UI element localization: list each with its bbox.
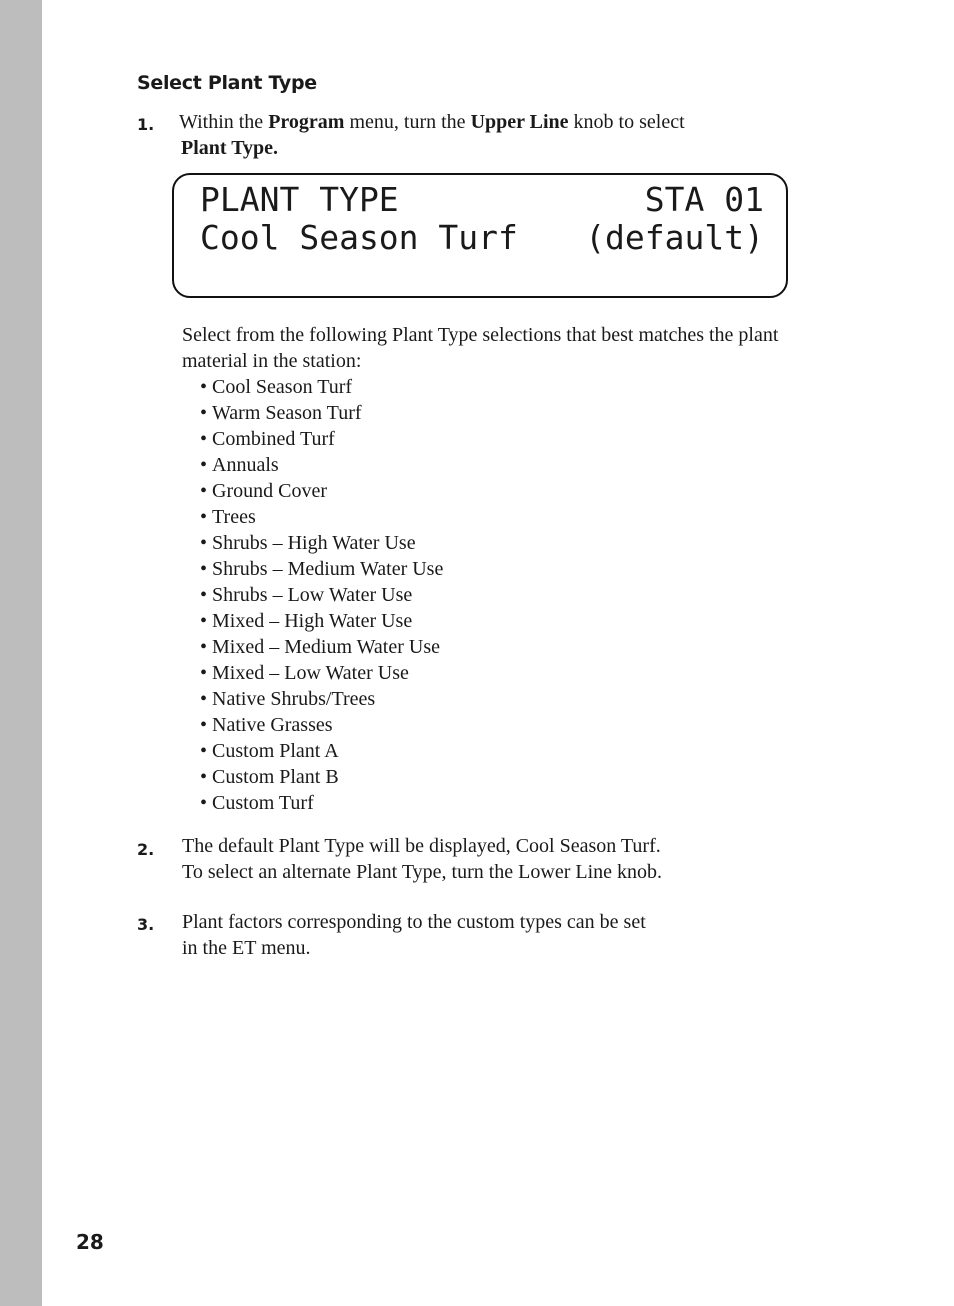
lcd-line-2: [200, 218, 764, 257]
step-1-text-b: menu, turn the: [344, 111, 471, 133]
plant-type-item: • Trees: [200, 504, 443, 530]
plant-type-item: • Custom Plant B: [200, 764, 443, 790]
step-1-number: 1.: [137, 115, 155, 134]
step-2-line-2: To select an alternate Plant Type, turn the Lower Line knob.: [182, 861, 663, 883]
lcd-line-1-right: STA 01: [644, 180, 764, 219]
intro-paragraph: Select from the following Plant Type selections that best matches the plant material in the station:: [182, 324, 779, 372]
step-2-number: 2.: [137, 840, 155, 859]
plant-type-list: [200, 374, 443, 816]
plant-type-item: • Annuals: [200, 452, 443, 478]
step-1-line-2: [181, 135, 278, 161]
plant-type-item: • Shrubs – High Water Use: [200, 530, 443, 556]
plant-type-item: • Warm Season Turf: [200, 400, 443, 426]
plant-type-item: • Custom Turf: [200, 790, 443, 816]
plant-type-item: • Shrubs – Medium Water Use: [200, 556, 443, 582]
lcd-display: [172, 173, 788, 298]
lcd-line-1: [200, 180, 764, 219]
page-side-bar: [0, 0, 42, 1306]
plant-type-item: • Mixed – Medium Water Use: [200, 634, 443, 660]
plant-type-item: • Native Shrubs/Trees: [200, 686, 443, 712]
plant-type-item: • Mixed – High Water Use: [200, 608, 443, 634]
step-3-line-1: Plant factors corresponding to the custom types can be set: [182, 911, 646, 933]
plant-type-item: • Mixed – Low Water Use: [200, 660, 443, 686]
plant-type-item: • Cool Season Turf: [200, 374, 443, 400]
step-1-plant-type-term: Plant Type.: [181, 137, 279, 159]
step-1-upper-line-term: Upper Line: [470, 111, 569, 133]
step-1-line-1: [179, 109, 685, 135]
lcd-line-2-left: Cool Season Turf: [200, 218, 518, 257]
step-3-line-2: in the ET menu.: [182, 937, 311, 959]
step-1-program-term: Program: [268, 111, 345, 133]
step-1-text-a: Within the: [179, 111, 269, 133]
plant-type-item: • Combined Turf: [200, 426, 443, 452]
step-1-text-c: knob to select: [568, 111, 685, 133]
page-number: 28: [76, 1230, 104, 1254]
lcd-line-2-right: (default): [585, 218, 764, 257]
plant-type-item: • Custom Plant A: [200, 738, 443, 764]
plant-type-item: • Native Grasses: [200, 712, 443, 738]
section-title: Select Plant Type: [137, 72, 317, 94]
plant-type-item: • Shrubs – Low Water Use: [200, 582, 443, 608]
step-3-number: 3.: [137, 915, 155, 934]
plant-type-item: • Ground Cover: [200, 478, 443, 504]
lcd-line-1-left: PLANT TYPE: [200, 180, 399, 219]
step-2-line-1: The default Plant Type will be displayed, Cool Season Turf.: [182, 835, 661, 857]
